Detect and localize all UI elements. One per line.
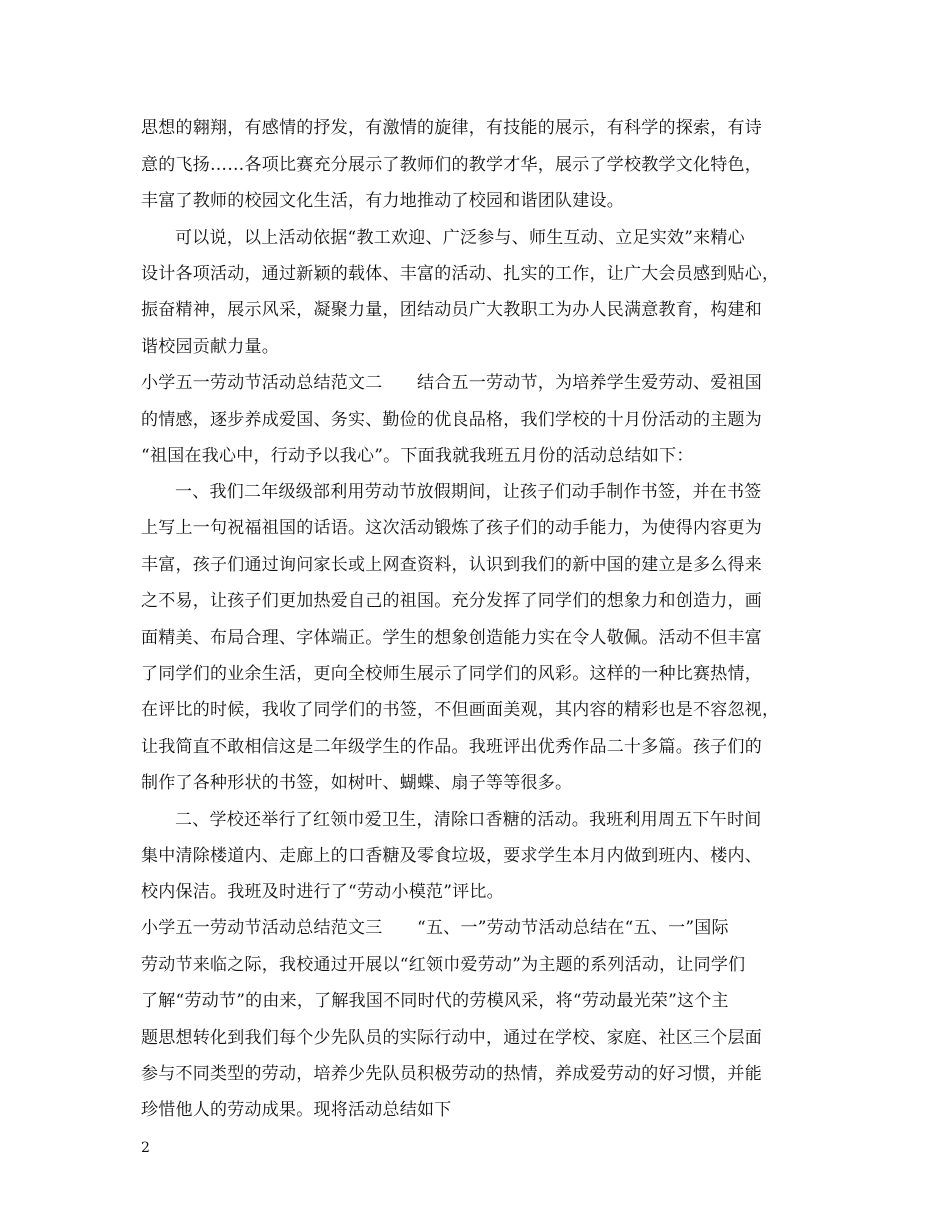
text-line: 面精美、布局合理、字体端正。学生的想象创造能力实在令人敬佩。活动不但丰富 [141,628,762,648]
text-line: 劳动节来临之际，我校通过开展以“红领巾爱劳动”为主题的系列活动，让同学们 [141,955,746,975]
text-line: 之不易，让孩子们更加热爱自己的祖国。充分发挥了同学们的想象力和创造力，画 [141,591,762,611]
section-heading-line: 小学五一劳动节活动总结范文二 结合五一劳动节，为培养学生爱劳动、爱祖国 [141,373,762,393]
section-heading-line: 小学五一劳动节活动总结范文三 “五、一”劳动节活动总结在“五、一”国际 [141,918,729,938]
text-line: 在评比的时候，我收了同学们的书签，不但画面美观，其内容的精彩也是不容忽视， [141,700,780,720]
text-line: 制作了各种形状的书签，如树叶、蝴蝶、扇子等等很多。 [141,773,573,793]
text-line: 丰富，孩子们通过询问家长或上网查资料，认识到我们的新中国的建立是多么得来 [141,555,762,575]
text-line: 可以说，以上活动依据“教工欢迎、广泛参与、师生互动、立足实效”来精心 [175,228,745,248]
text-line: 谐校园贡献力量。 [141,337,279,357]
text-line: “祖国在我心中，行动予以我心”。下面我就我班五月份的活动总结如下： [141,446,694,466]
text-line: 意的飞扬……各项比赛充分展示了教师们的教学才华，展示了学校教学文化特色， [141,155,762,175]
text-line: 珍惜他人的劳动成果。现将活动总结如下 [141,1100,452,1120]
text-line: 思想的翱翔，有感情的抒发，有激情的旋律，有技能的展示，有科学的探索，有诗 [141,118,762,138]
text-line: 上写上一句祝福祖国的话语。这次活动锻炼了孩子们的动手能力，为使得内容更为 [141,518,762,538]
text-line: 丰富了教师的校园文化生活，有力地推动了校园和谐团队建设。 [141,191,624,211]
text-line: 振奋精神，展示风采，凝聚力量，团结动员广大教职工为办人民满意教育，构建和 [141,300,762,320]
text-line: 集中清除楼道内、走廊上的口香糖及零食垃圾，要求学生本月内做到班内、楼内、 [141,846,762,866]
text-line: 让我简直不敢相信这是二年级学生的作品。我班评出优秀作品二十多篇。孩子们的 [141,737,762,757]
text-line: 题思想转化到我们每个少先队员的实际行动中，通过在学校、家庭、社区三个层面 [141,1028,762,1048]
text-line: 了解“劳动节”的由来，了解我国不同时代的劳模风采，将“劳动最光荣”这个主 [141,991,729,1011]
page-number: 2 [141,1140,150,1156]
text-line: 了同学们的业余生活，更向全校师生展示了同学们的风彩。这样的一种比赛热情， [141,664,762,684]
text-line: 的情感，逐步养成爱国、务实、勤俭的优良品格，我们学校的十月份活动的主题为 [141,410,762,430]
text-line: 校内保洁。我班及时进行了“劳动小模范”评比。 [141,882,504,902]
text-line: 二、学校还举行了红领巾爱卫生，清除口香糖的活动。我班利用周五下午时间 [175,810,762,830]
text-line: 参与不同类型的劳动，培养少先队员积极劳动的热情，养成爱劳动的好习惯，并能 [141,1064,762,1084]
text-line: 一、我们二年级级部利用劳动节放假期间，让孩子们动手制作书签，并在书签 [175,482,762,502]
text-line: 设计各项活动，通过新颖的载体、丰富的活动、扎实的工作，让广大会员感到贴心， [141,264,780,284]
